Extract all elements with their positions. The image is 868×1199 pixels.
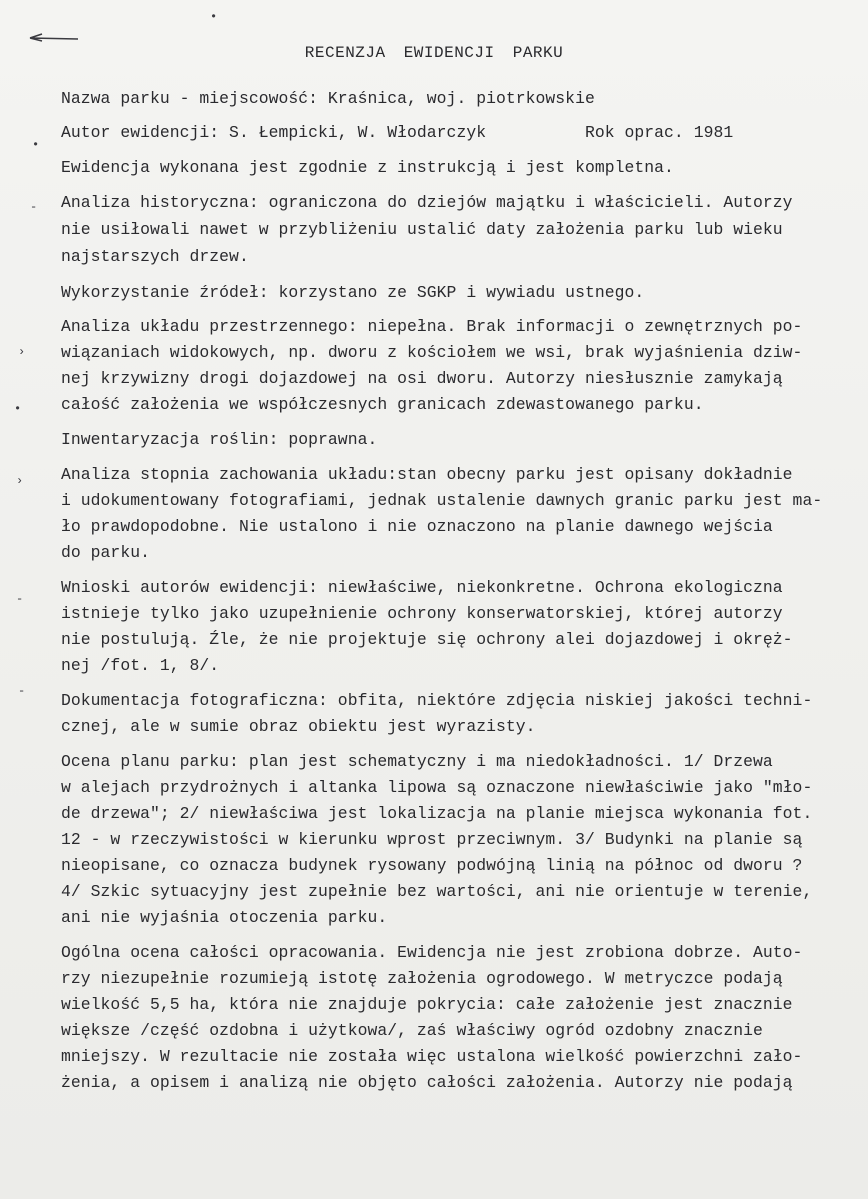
text-line: ani nie wyjaśnia otoczenia parku. <box>61 908 388 927</box>
margin-mark: • <box>32 138 40 152</box>
text-line: Analiza układu przestrzennego: niepełna. Brak informacji o zewnętrznych po- <box>61 317 803 336</box>
text-line: mniejszy. W rezultacie nie została więc ustalona wielkość powierzchni zało- <box>61 1047 803 1066</box>
text-line: Wnioski autorów ewidencji: niewłaściwe, niekonkretne. Ochrona ekologiczna <box>61 578 783 597</box>
text-line: najstarszych drzew. <box>61 247 249 266</box>
text-line: Analiza stopnia zachowania układu:stan obecny parku jest opisany dokładnie <box>61 465 793 484</box>
text-line: nej krzywizny drogi dojazdowej na osi dworu. Autorzy niesłusznie zamykają <box>61 369 783 388</box>
text-line: Dokumentacja fotograficzna: obfita, niektóre zdjęcia niskiej jakości techni- <box>61 691 813 710</box>
text-line: wielkość 5,5 ha, która nie znajduje pokrycia: całe założenie jest znacznie <box>61 995 793 1014</box>
text-line: całość założenia we współczesnych granicach zdewastowanego parku. <box>61 395 704 414</box>
margin-mark: - <box>16 592 24 606</box>
margin-mark: - <box>18 684 26 698</box>
margin-mark: › <box>18 345 26 359</box>
text-line: żenia, a opisem i analizą nie objęto całości założenia. Autorzy nie podają <box>61 1073 793 1092</box>
text-line: rzy niezupełnie rozumieją istotę założenia ogrodowego. W metryczce podają <box>61 969 783 988</box>
text-line: i udokumentowany fotografiami, jednak ustalenie dawnych granic parku jest ma- <box>61 491 823 510</box>
text-line: nieopisane, co oznacza budynek rysowany podwójną linią na północ od dworu ? <box>61 856 803 875</box>
arrow-mark-icon <box>28 30 80 44</box>
text-line: wiązaniach widokowych, np. dworu z kościołem we wsi, brak wyjaśnienia dziw- <box>61 343 803 362</box>
text-line: Nazwa parku - miejscowość: Kraśnica, woj. piotrkowskie <box>61 89 595 108</box>
margin-mark: › <box>16 474 24 488</box>
text-line: Ocena planu parku: plan jest schematyczny i ma niedokładności. 1/ Drzewa <box>61 752 773 771</box>
text-line: ło prawdopodobne. Nie ustalono i nie oznaczono na planie dawnego wejścia <box>61 517 773 536</box>
text-line: Inwentaryzacja roślin: poprawna. <box>61 430 378 449</box>
text-line: Analiza historyczna: ograniczona do dziejów majątku i właścicieli. Autorzy <box>61 193 793 212</box>
margin-mark: - <box>30 200 38 214</box>
text-line: nie postulują. Źle, że nie projektuje się ochrony alei dojazdowej i okręż- <box>61 630 793 649</box>
text-line: nej /fot. 1, 8/. <box>61 656 220 675</box>
text-line: 12 - w rzeczywistości w kierunku wprost przeciwnym. 3/ Budynki na planie są <box>61 830 803 849</box>
margin-mark: • <box>14 402 22 416</box>
text-line: de drzewa"; 2/ niewłaściwa jest lokalizacja na planie miejsca wykonania fot. <box>61 804 813 823</box>
text-line: Ogólna ocena całości opracowania. Ewidencja nie jest zrobiona dobrze. Auto- <box>61 943 803 962</box>
text-line: do parku. <box>61 543 150 562</box>
text-line: istnieje tylko jako uzupełnienie ochrony konserwatorskiej, której autorzy <box>61 604 783 623</box>
text-line: cznej, ale w sumie obraz obiektu jest wyrazisty. <box>61 717 536 736</box>
text-line: Wykorzystanie źródeł: korzystano ze SGKP i wywiadu ustnego. <box>61 283 645 302</box>
text-line: 4/ Szkic sytuacyjny jest zupełnie bez wartości, ani nie orientuje w terenie, <box>61 882 813 901</box>
text-line: nie usiłowali nawet w przybliżeniu ustalić daty założenia parku lub wieku <box>61 220 783 239</box>
text-line: Autor ewidencji: S. Łempicki, W. Włodarczyk Rok oprac. 1981 <box>61 123 734 142</box>
text-line: Ewidencja wykonana jest zgodnie z instrukcją i jest kompletna. <box>61 158 674 177</box>
text-line: większe /część ozdobna i użytkowa/, zaś właściwy ogród ozdobny znacznie <box>61 1021 763 1040</box>
text-line: w alejach przydrożnych i altanka lipowa są oznaczone niewłaściwie jako "mło- <box>61 778 813 797</box>
dot-mark: • <box>210 10 218 24</box>
document-title: RECENZJA EWIDENCJI PARKU <box>304 44 564 62</box>
